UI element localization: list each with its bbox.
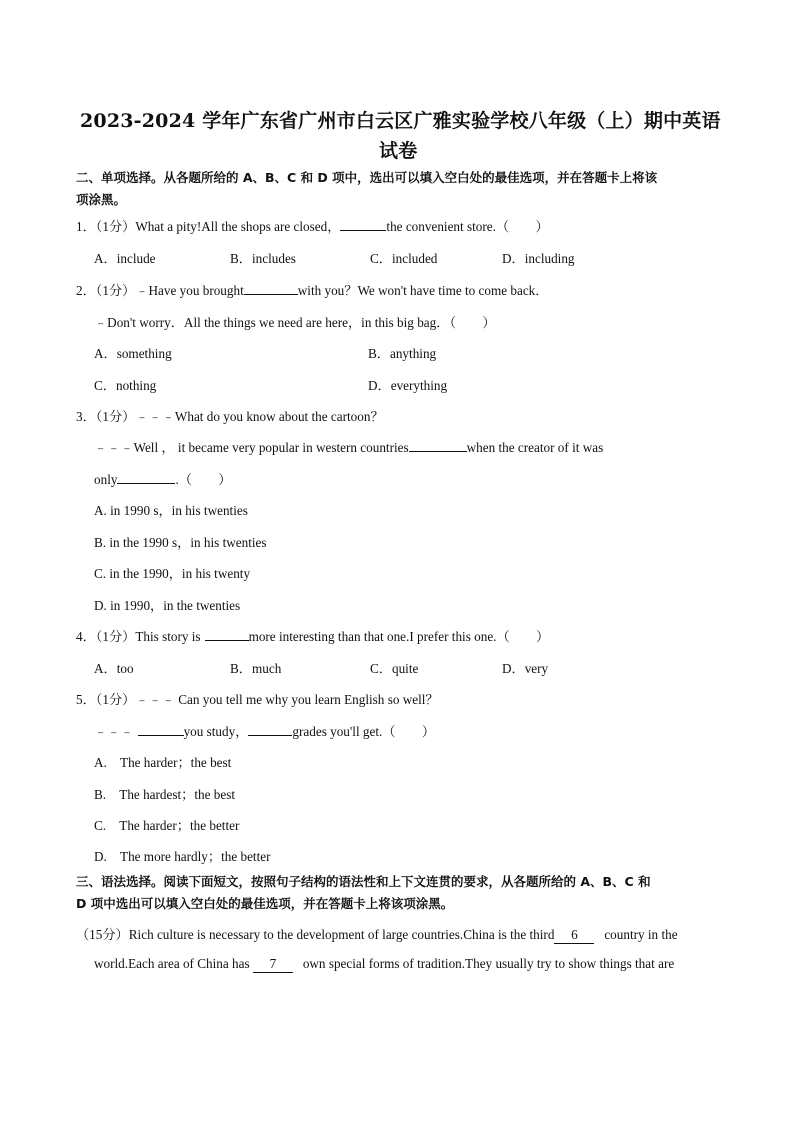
option-d: D．including xyxy=(502,251,575,266)
question-2-reply: ﹣Don't worry．All the things we need are here，in this big bag．（ ） xyxy=(94,315,496,330)
question-stem-end: with you？We won't have time to come back． xyxy=(297,283,549,298)
option-b: B. The hardest；the best xyxy=(94,787,235,802)
question-stem: 4．（1分）This story is xyxy=(76,629,201,644)
answer-blank xyxy=(409,440,467,452)
answer-blank xyxy=(205,629,249,641)
option-b: B．includes xyxy=(230,251,296,266)
passage-text-end: own special forms of tradition.They usually try to show things that are xyxy=(302,956,675,971)
option-b: B．much xyxy=(230,661,282,676)
section-heading: 二、单项选择。从各题所给的 A、B、C 和 D 项中，选出可以填入空白处的最佳选项，并在答题卡上将该 xyxy=(76,170,658,185)
option-d: D. The more hardly；the better xyxy=(94,849,271,864)
numbered-blank-7: 7 xyxy=(253,956,293,973)
section-heading-cont: D 项中选出可以填入空白处的最佳选项，并在答题卡上将该项涂黑。 xyxy=(76,896,454,911)
passage-text: （15分）Rich culture is necessary to the development of large countries.China is the third xyxy=(76,927,555,942)
question-stem-mid: you study， xyxy=(183,724,249,739)
option-c: C. The harder；the better xyxy=(94,818,240,833)
question-5: 5．（1分）﹣﹣﹣ Can you tell me why you learn English so well？ xyxy=(76,692,439,707)
option-d: D．very xyxy=(502,661,549,676)
option-c: C．quite xyxy=(370,661,419,676)
option-c: C．included xyxy=(370,251,438,266)
passage-text: world.Each area of China has xyxy=(94,956,250,971)
question-stem-end: when the creator of it was xyxy=(466,440,604,455)
option-a: A. in 1990 s，in his twenties xyxy=(94,503,248,518)
question-1 xyxy=(76,216,549,235)
option-a: A．something xyxy=(94,346,172,361)
question-3-reply xyxy=(94,437,603,456)
page-title-line2: 试卷 xyxy=(379,140,418,162)
passage-line-1 xyxy=(76,924,678,944)
question-3: 3．（1分）﹣﹣﹣What do you know about the cartoon？ xyxy=(76,409,384,424)
option-a: A．too xyxy=(94,661,134,676)
question-stem-end: grades you'll get.（ ） xyxy=(292,724,436,739)
option-c: C．nothing xyxy=(94,378,157,393)
question-3-reply-cont xyxy=(94,469,232,488)
option-c: C. in the 1990，in his twenty xyxy=(94,566,251,581)
question-5-reply xyxy=(94,721,435,740)
question-stem: 1．（1分）What a pity!All the shops are closed， xyxy=(76,219,341,234)
passage-line-2 xyxy=(94,956,674,973)
question-stem-end: the convenient store.（ ） xyxy=(386,219,549,234)
question-stem: only xyxy=(94,472,118,487)
option-b: B．anything xyxy=(368,346,437,361)
question-stem: ﹣﹣﹣Well ， it became very popular in western countries xyxy=(94,440,409,455)
question-2 xyxy=(76,280,548,299)
answer-blank xyxy=(248,724,292,736)
question-stem-end: .（ ） xyxy=(175,472,232,487)
passage-text-end: country in the xyxy=(604,927,678,942)
page-title: 2023-2024 学年广东省广州市白云区广雅实验学校八年级（上）期中英语 xyxy=(80,110,721,132)
answer-blank xyxy=(138,724,184,736)
section-heading-cont: 项涂黑。 xyxy=(76,192,127,207)
answer-blank xyxy=(244,283,298,295)
section-heading: 三、语法选择。阅读下面短文，按照句子结构的语法性和上下文连贯的要求，从各题所给的 A、B、C 和 xyxy=(76,874,651,889)
answer-blank xyxy=(340,219,386,231)
option-d: D. in 1990，in the twenties xyxy=(94,598,241,613)
question-4 xyxy=(76,626,549,645)
numbered-blank-6: 6 xyxy=(554,927,594,944)
question-stem: ﹣﹣﹣ xyxy=(94,724,134,739)
answer-blank xyxy=(117,472,175,484)
option-b: B. in the 1990 s，in his twenties xyxy=(94,535,267,550)
option-d: D．everything xyxy=(368,378,448,393)
question-stem: 2．（1分）﹣Have you brought xyxy=(76,283,244,298)
option-a: A．include xyxy=(94,251,156,266)
option-a: A. The harder；the best xyxy=(94,755,232,770)
question-stem-end: more interesting than that one.I prefer this one.（ ） xyxy=(248,629,550,644)
